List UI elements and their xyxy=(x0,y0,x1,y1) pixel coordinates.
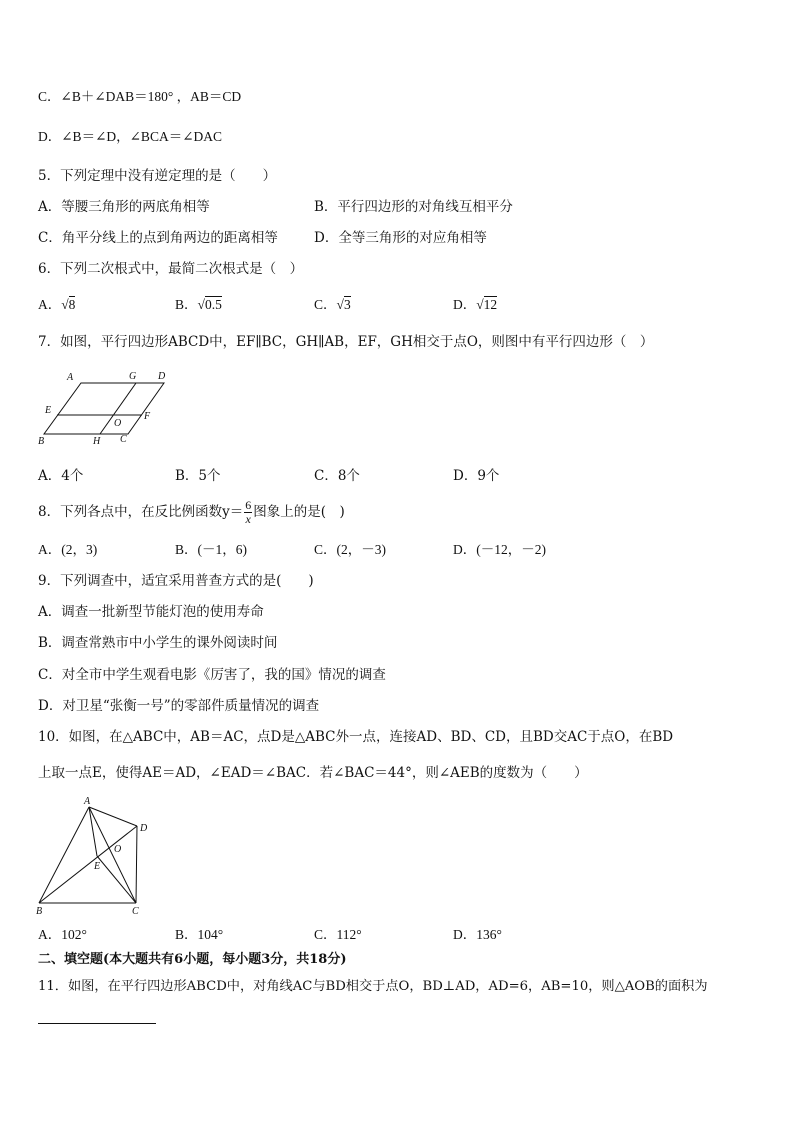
q8-stem xyxy=(38,497,345,527)
q9-option-a: A．调查一批新型节能灯泡的使用寿命 xyxy=(38,604,264,620)
q7-label-d: D xyxy=(158,371,166,382)
sqrt-icon: √ xyxy=(476,297,484,312)
q10-segment-cd xyxy=(136,826,137,903)
q6-option-a-radicand: 8 xyxy=(68,297,76,312)
q8-fraction xyxy=(244,499,252,526)
q11-answer-blank xyxy=(38,1023,156,1024)
q10-label-o: O xyxy=(114,844,122,855)
q5-option-a: A．等腰三角形的两底角相等 xyxy=(38,199,210,215)
q10-stem-line2: 上取一点E，使得AE＝AD，∠EAD＝∠BAC．若∠BAC＝44°，则∠AEB的度数为（ ） xyxy=(38,765,588,781)
q7-outer-parallelogram xyxy=(44,383,164,434)
q5-option-c: C．角平分线上的点到角两边的距离相等 xyxy=(38,230,278,246)
q9-option-c: C．对全市中学生观看电影《厉害了，我的国》情况的调查 xyxy=(38,667,386,683)
q6-option-a xyxy=(38,296,75,314)
q10-option-d: D．136° xyxy=(453,927,502,942)
q6-option-b-radicand: 0.5 xyxy=(204,297,222,312)
q7-label-f: F xyxy=(144,411,151,422)
sqrt-icon: √ xyxy=(197,297,205,312)
q8-option-d: D．(－12，－2) xyxy=(453,542,546,557)
q8-option-a: A．(2，3) xyxy=(38,542,98,557)
q10-option-a: A．102° xyxy=(38,927,87,942)
q4-option-c: C．∠B＋∠DAB＝180° ，AB＝CD xyxy=(38,89,242,104)
q8-stem-after: 图象上的是( ) xyxy=(253,504,345,520)
q10-segment-ab xyxy=(39,807,89,903)
q10-label-b: B xyxy=(36,906,43,917)
q7-label-c: C xyxy=(120,434,127,445)
q7-option-c: C．8个 xyxy=(314,468,360,484)
q6-option-b-label: B． xyxy=(175,297,198,312)
q6-option-c-radicand: 3 xyxy=(343,297,351,312)
q10-segment-ac xyxy=(89,807,136,903)
q10-segment-bd xyxy=(39,826,137,903)
q9-option-b: B．调查常熟市中小学生的课外阅读时间 xyxy=(38,635,278,651)
q11-stem: 11．如图，在平行四边形ABCD中，对角线AC与BD相交于点O，BD⊥AD，AD=6，AB=10，则△AOB的面积为 xyxy=(38,979,708,994)
q7-label-h: H xyxy=(93,436,101,447)
q9-option-d: D．对卫星“张衡一号”的零部件质量情况的调查 xyxy=(38,698,320,714)
sqrt-icon: √ xyxy=(336,297,344,312)
section-2-title: 二、填空题(本大题共有6小题，每小题3分，共18分) xyxy=(38,952,347,967)
q8-option-c: C．(2，－3) xyxy=(314,542,386,557)
q10-option-b: B．104° xyxy=(175,927,224,942)
q10-label-a: A xyxy=(84,796,91,807)
q10-label-d: D xyxy=(140,823,148,834)
q6-option-b xyxy=(175,296,222,314)
q4-option-d: D．∠B＝∠D，∠BCA＝∠DAC xyxy=(38,129,223,144)
q8-fraction-denominator: x xyxy=(245,512,251,526)
q8-option-b: B．(－1，6) xyxy=(175,542,247,557)
q6-option-c xyxy=(314,296,351,314)
q7-parallelogram-figure xyxy=(36,368,176,448)
q7-label-g: G xyxy=(129,371,137,382)
q10-option-c: C．112° xyxy=(314,927,362,942)
q6-option-d xyxy=(453,296,497,314)
q7-option-d: D．9个 xyxy=(453,468,500,484)
q7-option-b: B．5个 xyxy=(175,468,221,484)
q10-label-c: C xyxy=(132,906,139,917)
q8-fraction-numerator: 6 xyxy=(245,498,252,512)
q6-option-c-label: C． xyxy=(314,297,337,312)
q7-label-o: O xyxy=(114,418,122,429)
q5-option-b: B．平行四边形的对角线互相平分 xyxy=(314,199,513,215)
q6-option-a-label: A． xyxy=(38,297,62,312)
q10-stem-line1: 10．如图，在△ABC中，AB＝AC，点D是△ABC外一点，连接AD、BD、CD，且BD交AC于点O，在BD xyxy=(38,729,674,745)
q9-stem: 9．下列调查中，适宜采用普查方式的是( ) xyxy=(38,573,314,589)
q5-option-d: D．全等三角形的对应角相等 xyxy=(314,230,487,246)
q10-segment-ad xyxy=(89,807,137,826)
q6-stem: 6．下列二次根式中，最简二次根式是（ ） xyxy=(38,261,304,277)
q7-stem: 7．如图，平行四边形ABCD中，EF∥BC，GH∥AB，EF，GH相交于点O，则图中有平行四边形（ ） xyxy=(38,334,654,350)
q8-stem-before: 8．下列各点中，在反比例函数y＝ xyxy=(38,504,244,520)
q10-label-e: E xyxy=(94,861,101,872)
q10-triangle-figure xyxy=(34,795,164,917)
q7-label-a: A xyxy=(67,372,74,383)
q7-option-a: A．4个 xyxy=(38,468,84,484)
q7-label-e: E xyxy=(45,405,52,416)
q6-option-d-radicand: 12 xyxy=(483,297,498,312)
q5-stem: 5．下列定理中没有逆定理的是（ ） xyxy=(38,168,277,184)
q6-option-d-label: D． xyxy=(453,297,477,312)
q7-label-b: B xyxy=(38,436,45,447)
sqrt-icon: √ xyxy=(61,297,69,312)
